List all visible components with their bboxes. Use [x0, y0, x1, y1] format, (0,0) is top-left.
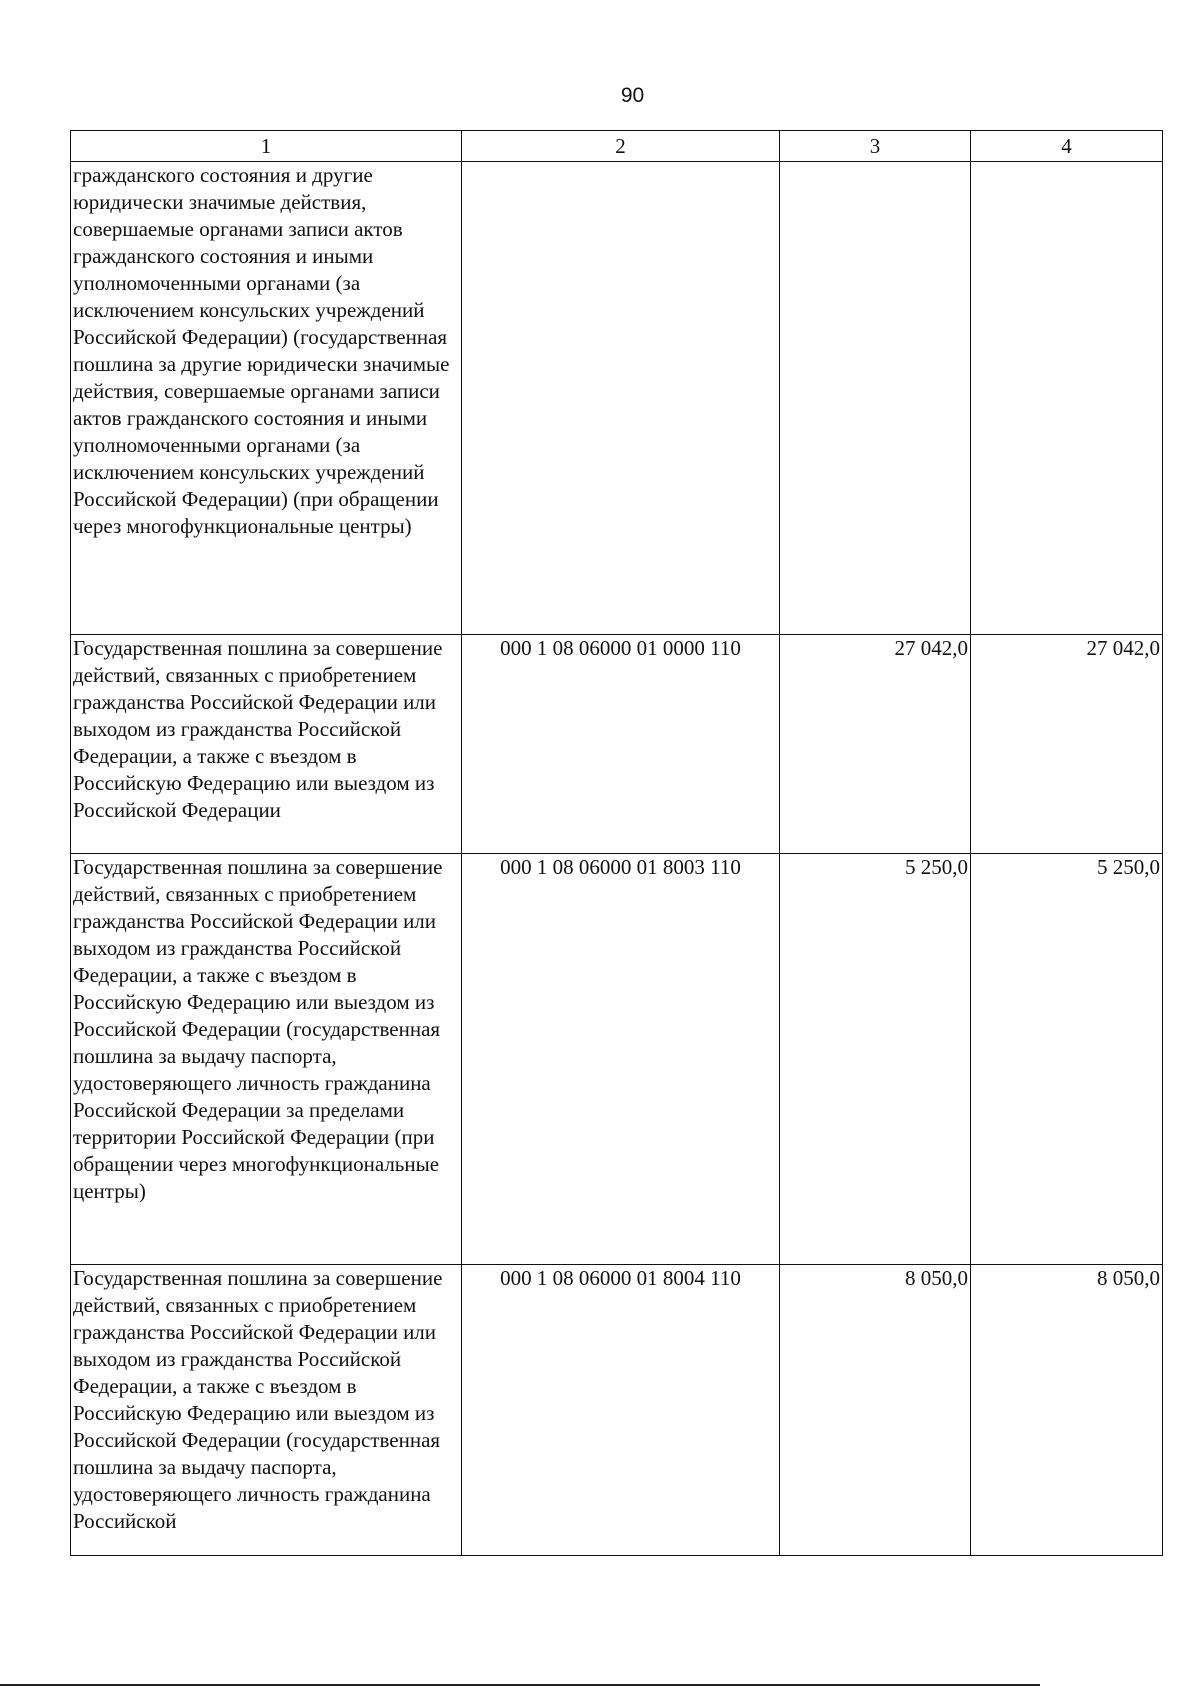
row-value-4: 5 250,0: [971, 854, 1163, 1265]
column-header-2: 2: [462, 131, 780, 162]
table-header-row: [71, 131, 1163, 162]
row-name: Государственная пошлина за совершение действий, связанных с приобретением гражданства Российской Федерации или выходом из гражданства Российской Федерации, а также с въездом в Российскую Федерацию или выездом из Российской Федерации (государственная пошлина за выдачу паспорта, удостоверяющего личность гражданина Российской Федерации за пределами территории Российской Федерации (при обращении через многофункциональные центры): [71, 854, 462, 1265]
row-value-3: 5 250,0: [780, 854, 971, 1265]
row-value-4: [971, 162, 1163, 635]
budget-table: [70, 130, 1163, 1556]
column-header-1: 1: [71, 131, 462, 162]
table-row: [71, 162, 1163, 635]
row-code: 000 1 08 06000 01 0000 110: [462, 635, 780, 854]
row-code: [462, 162, 780, 635]
bottom-rule: [0, 1684, 1040, 1686]
table-row: [71, 854, 1163, 1265]
row-code: 000 1 08 06000 01 8003 110: [462, 854, 780, 1265]
row-code: 000 1 08 06000 01 8004 110: [462, 1265, 780, 1556]
table-row: [71, 635, 1163, 854]
row-name: Государственная пошлина за совершение действий, связанных с приобретением гражданства Российской Федерации или выходом из гражданства Российской Федерации, а также с въездом в Российскую Федерацию или выездом из Российской Федерации: [71, 635, 462, 854]
row-value-4: 27 042,0: [971, 635, 1163, 854]
row-value-3: 8 050,0: [780, 1265, 971, 1556]
row-name: гражданского состояния и другие юридически значимые действия, совершаемые органами записи актов гражданского состояния и иными уполномоченными органами (за исключением консульских учреждений Российской Федерации) (государственная пошлина за другие юридически значимые действия, совершаемые органами записи актов гражданского состояния и иными уполномоченными органами (за исключением консульских учреждений Российской Федерации) (при обращении через многофункциональные центры): [71, 162, 462, 635]
column-header-4: 4: [971, 131, 1163, 162]
row-value-3: [780, 162, 971, 635]
row-name: Государственная пошлина за совершение действий, связанных с приобретением гражданства Российской Федерации или выходом из гражданства Российской Федерации, а также с въездом в Российскую Федерацию или выездом из Российской Федерации (государственная пошлина за выдачу паспорта, удостоверяющего личность гражданина Российской: [71, 1265, 462, 1556]
page-number: 90: [620, 84, 645, 107]
row-value-4: 8 050,0: [971, 1265, 1163, 1556]
column-header-3: 3: [780, 131, 971, 162]
row-value-3: 27 042,0: [780, 635, 971, 854]
table-row: [71, 1265, 1163, 1556]
